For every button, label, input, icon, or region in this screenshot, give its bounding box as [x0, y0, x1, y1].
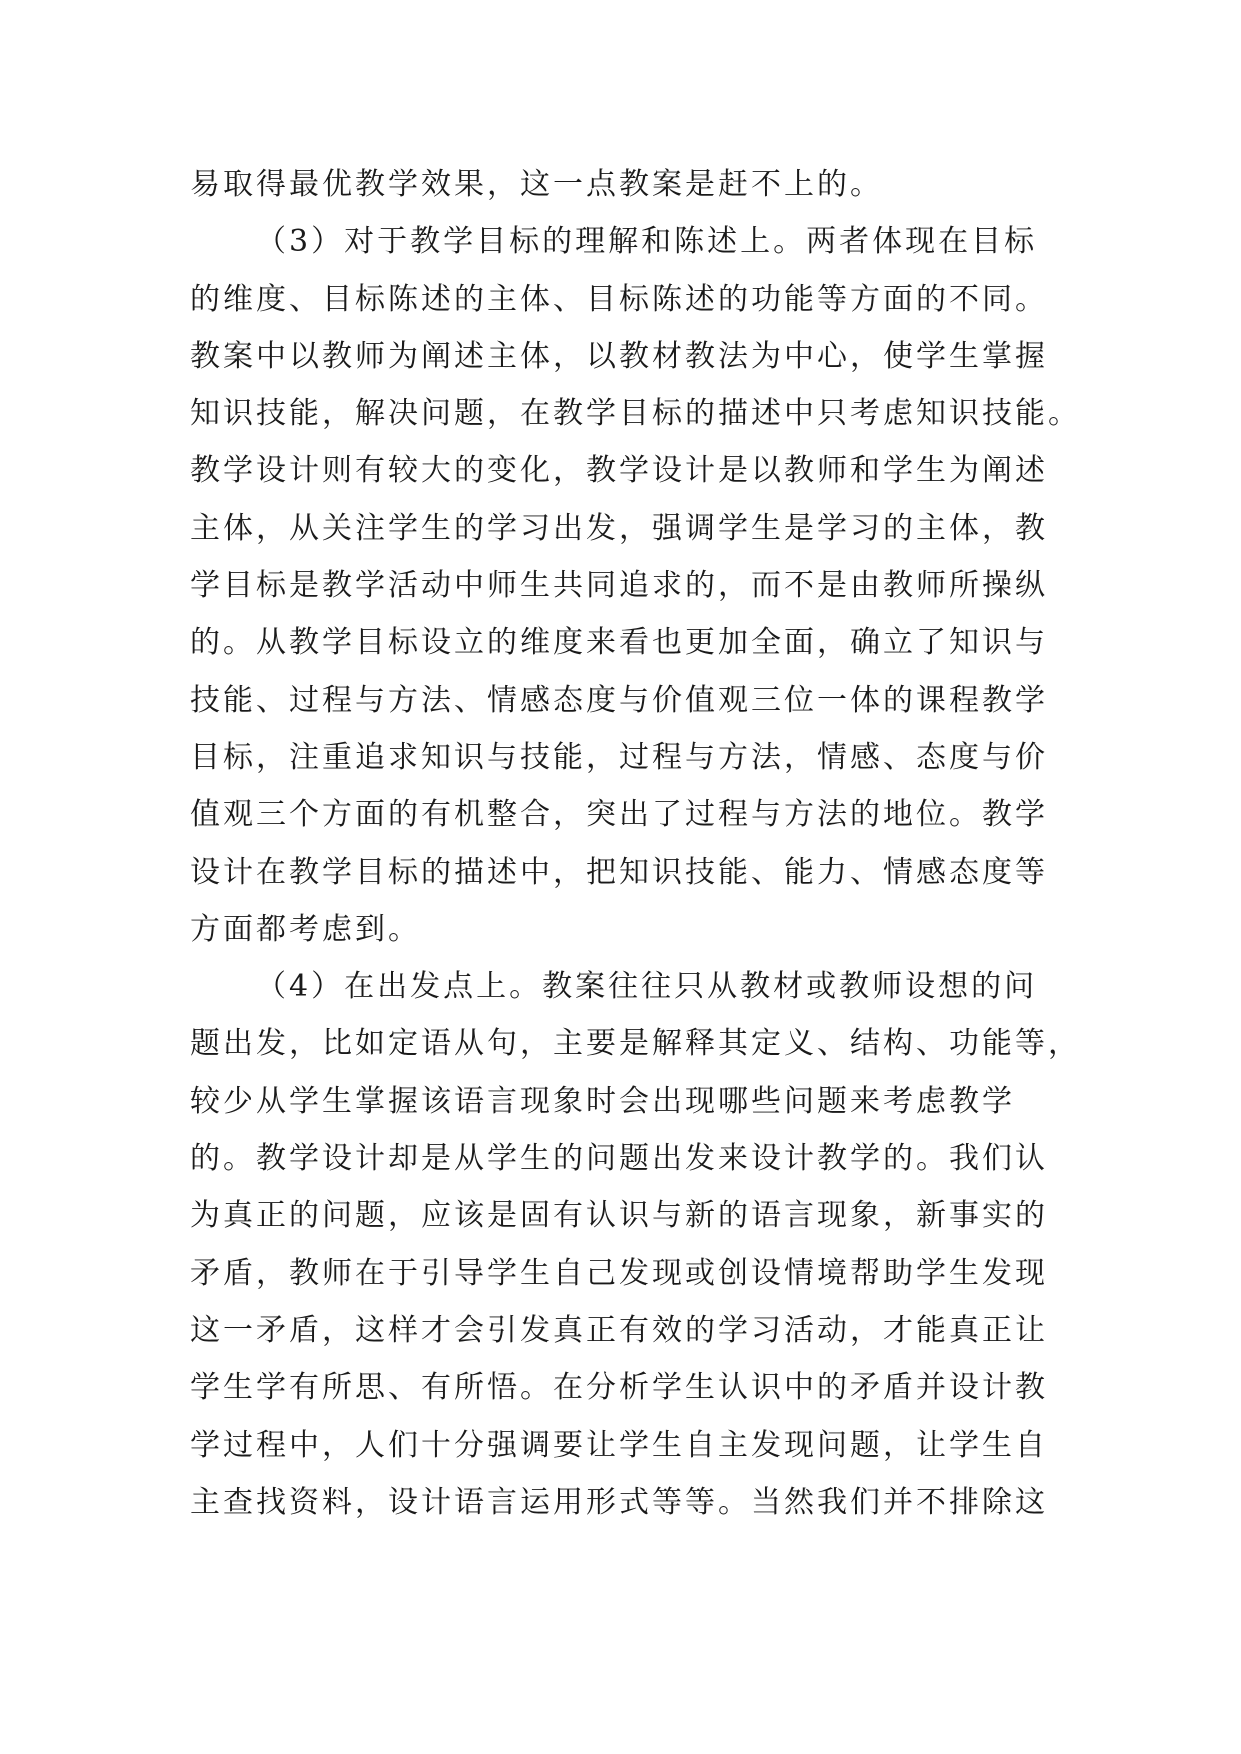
body-text: [190, 156, 1081, 1531]
text-line: 较少从学生掌握该语言现象时会出现哪些问题来考虑教学: [190, 1083, 1015, 1119]
text-line: 目标，注重追求知识与技能，过程与方法，情感、态度与价: [190, 739, 1048, 775]
text-line: 的。从教学目标设立的维度来看也更加全面，确立了知识与: [190, 625, 1048, 661]
text-line: 设计在教学目标的描述中，把知识技能、能力、情感态度等: [190, 854, 1048, 890]
text-line: 这一矛盾，这样才会引发真正有效的学习活动，才能真正让: [190, 1312, 1048, 1348]
text-line: 学目标是教学活动中师生共同追求的，而不是由教师所操纵: [190, 568, 1048, 604]
text-line: 易取得最优教学效果，这一点教案是赶不上的。: [190, 167, 883, 202]
paragraph-4-first-line: （4）在出发点上。教案往往只从教材或教师设想的问: [256, 969, 1038, 1005]
text-line: 教案中以教师为阐述主体，以教材教法为中心，使学生掌握: [190, 338, 1048, 374]
text-line: 主体，从关注学生的学习出发，强调学生是学习的主体，教: [190, 510, 1048, 546]
text-line: 的。教学设计却是从学生的问题出发来设计教学的。我们认: [190, 1141, 1048, 1177]
text-line: 知识技能，解决问题，在教学目标的描述中只考虑知识技能。: [190, 396, 1081, 432]
text-line: 题出发，比如定语从句，主要是解释其定义、结构、功能等，: [190, 1026, 1081, 1062]
text-line: 技能、过程与方法、情感态度与价值观三位一体的课程教学: [190, 682, 1048, 718]
text-line: 为真正的问题，应该是固有认识与新的语言现象，新事实的: [190, 1198, 1048, 1234]
text-line: 学过程中，人们十分强调要让学生自主发现问题，让学生自: [190, 1427, 1048, 1463]
text-line: 方面都考虑到。: [190, 911, 421, 947]
text-line: 值观三个方面的有机整合，突出了过程与方法的地位。教学: [190, 797, 1048, 833]
text-line: 矛盾，教师在于引导学生自己发现或创设情境帮助学生发现: [190, 1255, 1048, 1291]
text-line: 的维度、目标陈述的主体、目标陈述的功能等方面的不同。: [190, 281, 1048, 317]
paragraph-3-first-line: （3）对于教学目标的理解和陈述上。两者体现在目标: [256, 224, 1038, 260]
text-line: 学生学有所思、有所悟。在分析学生认识中的矛盾并设计教: [190, 1370, 1048, 1406]
text-line: 教学设计则有较大的变化，教学设计是以教师和学生为阐述: [190, 453, 1048, 489]
text-line: 主查找资料，设计语言运用形式等等。当然我们并不排除这: [190, 1484, 1048, 1520]
